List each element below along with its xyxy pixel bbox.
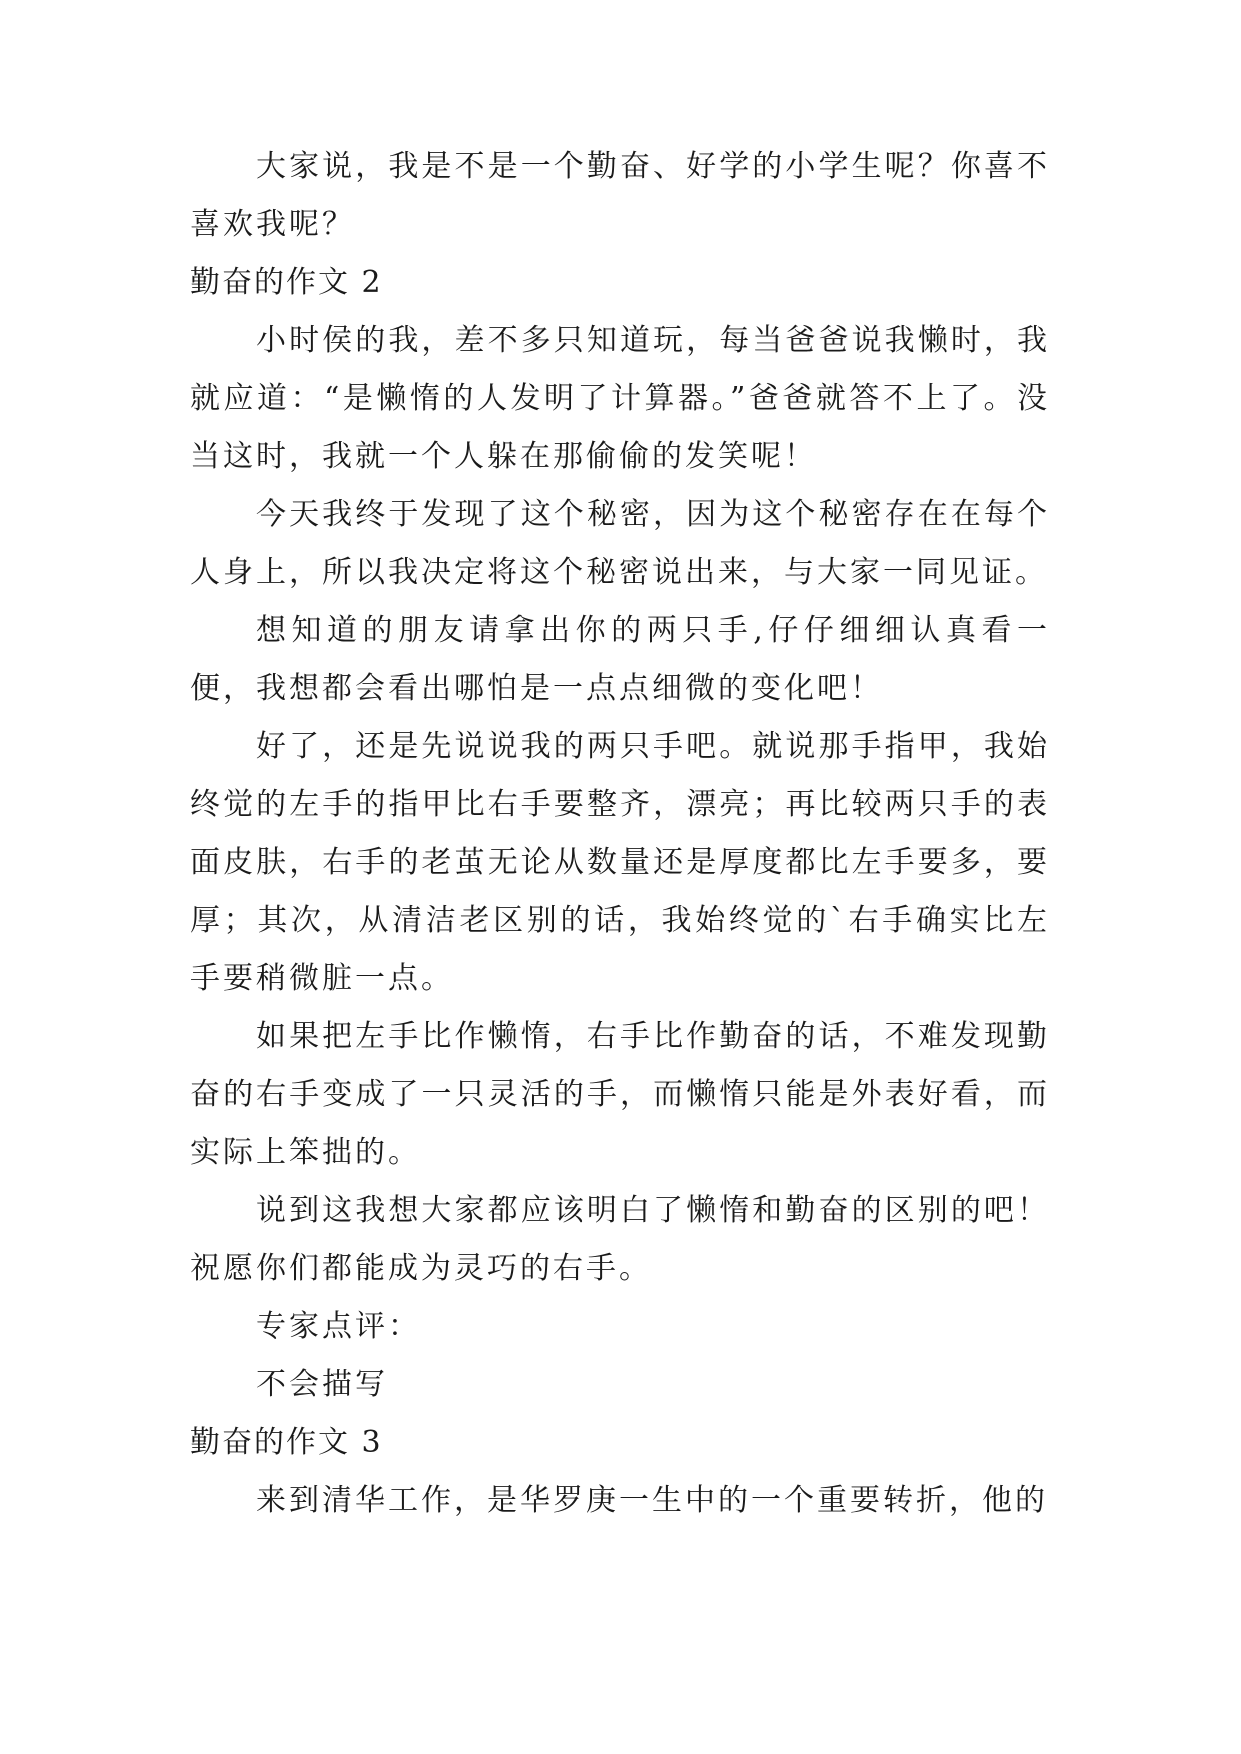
paragraph-secret: 今天我终于发现了这个秘密，因为这个秘密存在在每个人身上，所以我决定将这个秘密说出来，与大家一同见证。 bbox=[190, 497, 1050, 590]
section-heading-essay-3: 勤奋的作文 3 bbox=[190, 1425, 383, 1460]
paragraph-childhood: 小时侯的我，差不多只知道玩，每当爸爸说我懒时，我就应道：“是懒惰的人发明了计算器。”爸爸就答不上了。没当这时，我就一个人躲在那偷偷的发笑呢！ bbox=[190, 323, 1050, 474]
paragraph-conclusion: 说到这我想大家都应该明白了懒惰和勤奋的区别的吧！祝愿你们都能成为灵巧的右手。 bbox=[190, 1193, 1050, 1286]
paragraph-expert-comment-label: 专家点评： bbox=[256, 1309, 421, 1344]
paragraph-intro-question: 大家说，我是不是一个勤奋、好学的小学生呢？你喜不喜欢我呢？ bbox=[190, 149, 1050, 242]
paragraph-look-at-hands: 想知道的朋友请拿出你的两只手,仔仔细细认真看一便，我想都会看出哪怕是一点点细微的变化吧！ bbox=[190, 613, 1050, 706]
paragraph-lazy-vs-diligent: 如果把左手比作懒惰，右手比作勤奋的话，不难发现勤奋的右手变成了一只灵活的手，而懒惰只能是外表好看，而实际上笨拙的。 bbox=[190, 1019, 1050, 1170]
paragraph-compare-hands: 好了，还是先说说我的两只手吧。就说那手指甲，我始终觉的左手的指甲比右手要整齐，漂亮；再比较两只手的表面皮肤，右手的老茧无论从数量还是厚度都比左手要多，要厚；其次，从清洁老区别的话，我始终觉的`右手确实比左手要稍微脏一点。 bbox=[190, 729, 1050, 996]
section-heading-essay-2: 勤奋的作文 2 bbox=[190, 265, 383, 300]
paragraph-expert-comment: 不会描写 bbox=[256, 1367, 388, 1402]
paragraph-tsinghua: 来到清华工作，是华罗庚一生中的一个重要转折，他的 bbox=[256, 1483, 1048, 1518]
